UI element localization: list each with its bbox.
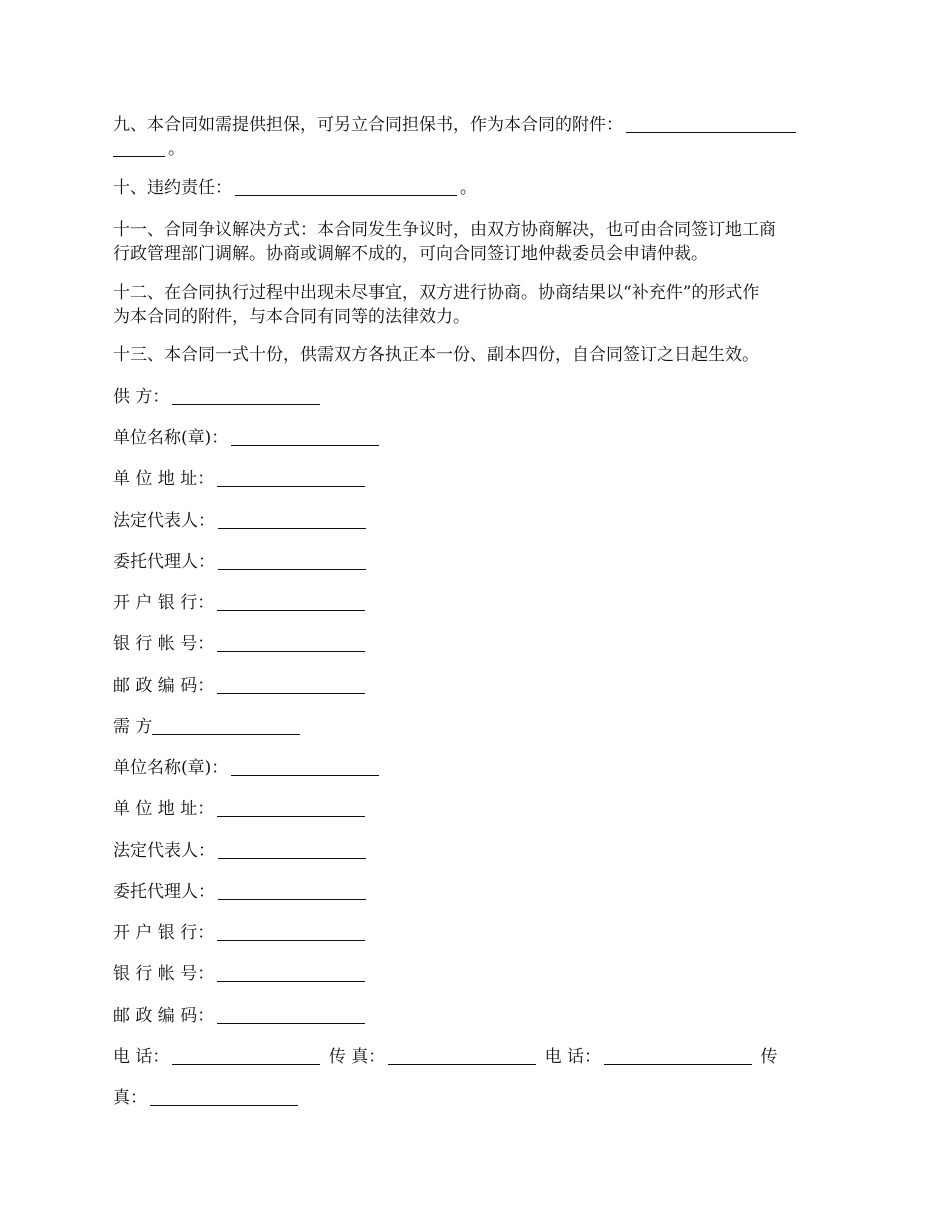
clause-12 bbox=[113, 281, 841, 329]
blank-line bbox=[218, 842, 366, 859]
blank-line bbox=[218, 883, 366, 900]
supplier-field bbox=[113, 509, 841, 533]
field-label: 委托代理人： bbox=[113, 552, 215, 572]
blank-line bbox=[217, 677, 365, 694]
blank-line bbox=[218, 553, 366, 570]
blank-line bbox=[231, 759, 379, 776]
buyer-field bbox=[113, 839, 841, 863]
clause-11-line-1: 十一、合同争议解决方式：本合同发生争议时，由双方协商解决，也可由合同签订地工商 bbox=[113, 220, 776, 240]
field-label: 银 行 帐 号： bbox=[113, 964, 215, 984]
fax-label-part: 真： bbox=[113, 1088, 147, 1108]
blank-line bbox=[172, 1048, 320, 1065]
supplier-heading bbox=[113, 385, 841, 409]
clause-10-end: 。 bbox=[460, 178, 477, 198]
field-label: 邮 政 编 码： bbox=[113, 1006, 215, 1026]
field-label: 委托代理人： bbox=[113, 882, 215, 902]
field-label: 单 位 地 址： bbox=[113, 799, 215, 819]
clause-11-line-2: 行政管理部门调解。协商或调解不成的，可向合同签订地仲裁委员会申请仲裁。 bbox=[113, 244, 708, 264]
clause-12-line-1: 十二、在合同执行过程中出现未尽事宜，双方进行协商。协商结果以“补充件”的形式作 bbox=[113, 283, 760, 303]
blank-line bbox=[217, 470, 365, 487]
buyer-field bbox=[113, 921, 841, 945]
blank-line bbox=[626, 116, 796, 133]
blank-line bbox=[217, 1007, 365, 1024]
clause-9 bbox=[113, 113, 841, 161]
buyer-field bbox=[113, 1004, 841, 1028]
contact-row bbox=[113, 1045, 841, 1069]
supplier-field bbox=[113, 426, 841, 450]
blank-line bbox=[217, 965, 365, 982]
field-label: 单 位 地 址： bbox=[113, 469, 215, 489]
blank-line bbox=[150, 1089, 298, 1106]
buyer-heading bbox=[113, 715, 841, 739]
buyer-field bbox=[113, 797, 841, 821]
clause-13 bbox=[113, 343, 841, 367]
blank-line bbox=[235, 179, 457, 196]
supplier-label: 供 方： bbox=[113, 387, 170, 407]
blank-line bbox=[217, 924, 365, 941]
fax-label: 传 真： bbox=[328, 1047, 386, 1067]
clause-12-line-2: 为本合同的附件，与本合同有同等的法律效力。 bbox=[113, 307, 470, 327]
blank-line bbox=[388, 1048, 536, 1065]
blank-line bbox=[604, 1048, 752, 1065]
clause-9-text: 九、本合同如需提供担保，可另立合同担保书，作为本合同的附件： bbox=[113, 115, 623, 135]
field-label: 法定代表人： bbox=[113, 841, 215, 861]
field-label: 银 行 帐 号： bbox=[113, 634, 215, 654]
blank-line bbox=[231, 429, 379, 446]
phone-label: 电 话： bbox=[544, 1047, 602, 1067]
buyer-field bbox=[113, 880, 841, 904]
field-label: 单位名称(章)： bbox=[113, 428, 229, 448]
blank-line bbox=[217, 635, 365, 652]
field-label: 开 户 银 行： bbox=[113, 923, 215, 943]
blank-line bbox=[217, 800, 365, 817]
field-label: 邮 政 编 码： bbox=[113, 676, 215, 696]
blank-line bbox=[218, 512, 366, 529]
phone-label: 电 话： bbox=[113, 1047, 170, 1067]
blank-line bbox=[113, 140, 165, 157]
clause-10-text: 十、违约责任： bbox=[113, 178, 232, 198]
clause-9-end: 。 bbox=[168, 139, 185, 159]
supplier-field bbox=[113, 591, 841, 615]
clause-11 bbox=[113, 218, 841, 266]
clause-13-text: 十三、本合同一式十份，供需双方各执正本一份、副本四份，自合同签订之日起生效。 bbox=[113, 345, 759, 365]
supplier-field bbox=[113, 467, 841, 491]
fax-label-part: 传 bbox=[760, 1047, 778, 1067]
blank-line bbox=[217, 594, 365, 611]
contact-row-continued bbox=[113, 1086, 841, 1110]
supplier-field bbox=[113, 674, 841, 698]
field-label: 开 户 银 行： bbox=[113, 593, 215, 613]
buyer-label: 需 方 bbox=[113, 717, 153, 737]
blank-line bbox=[152, 718, 300, 735]
blank-line bbox=[172, 388, 320, 405]
supplier-field bbox=[113, 632, 841, 656]
field-label: 法定代表人： bbox=[113, 511, 215, 531]
buyer-field bbox=[113, 962, 841, 986]
clause-10 bbox=[113, 176, 841, 200]
supplier-field bbox=[113, 550, 841, 574]
buyer-field bbox=[113, 756, 841, 780]
field-label: 单位名称(章)： bbox=[113, 758, 229, 778]
